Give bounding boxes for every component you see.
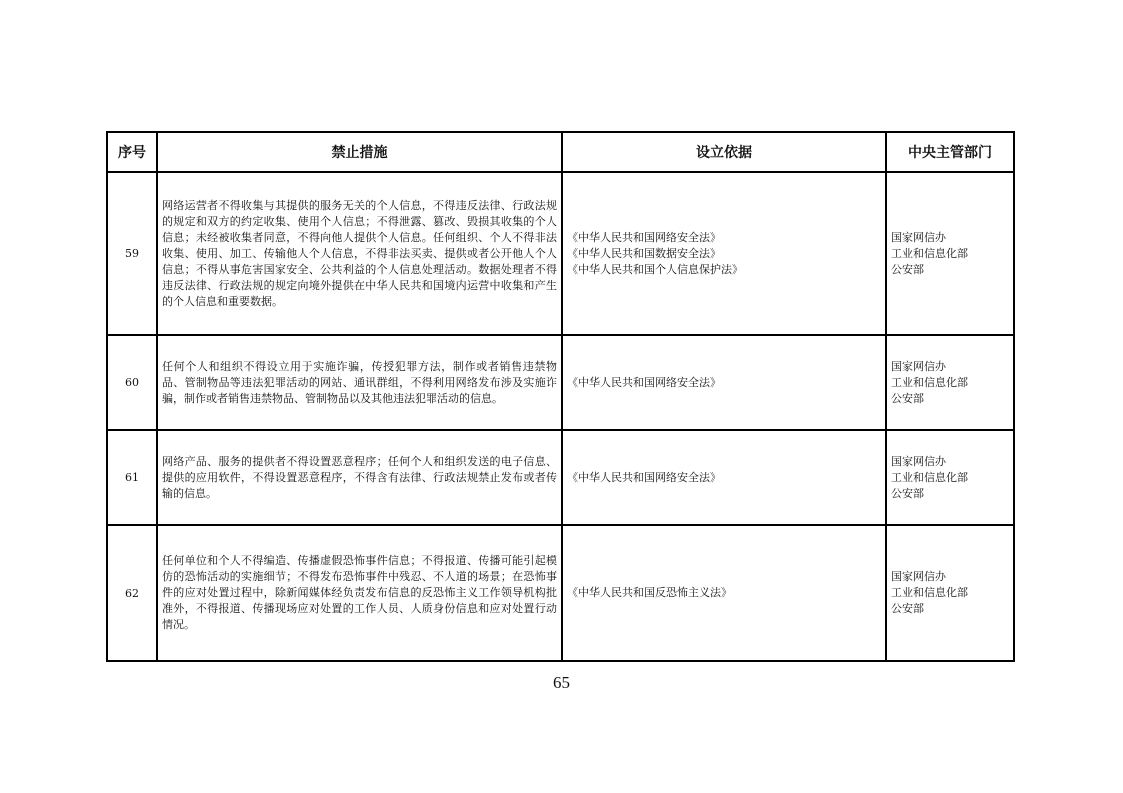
department-item: 国家网信办 xyxy=(891,359,946,373)
department-item: 国家网信办 xyxy=(891,570,946,583)
table-row xyxy=(107,335,1014,430)
row-legal-basis xyxy=(562,335,886,430)
legal-basis-item: 《中华人民共和国网络安全法》 xyxy=(567,470,721,484)
department-item: 公安部 xyxy=(891,486,924,500)
row-legal-basis xyxy=(562,525,886,661)
legal-basis-item: 《中华人民共和国网络安全法》 xyxy=(567,230,721,244)
row-central-department xyxy=(886,525,1014,661)
legal-basis-item: 《中华人民共和国网络安全法》 xyxy=(567,375,721,389)
department-item: 工业和信息化部 xyxy=(891,470,968,484)
row-legal-basis xyxy=(562,430,886,525)
row-serial-number: 61 xyxy=(107,430,157,525)
header-central-department: 中央主管部门 xyxy=(886,132,1014,172)
table-row xyxy=(107,430,1014,525)
row-serial-number: 62 xyxy=(107,525,157,661)
row-central-department xyxy=(886,430,1014,525)
row-legal-basis xyxy=(562,172,886,335)
row-serial-number: 60 xyxy=(107,335,157,430)
row-prohibited-measure: 任何单位和个人不得编造、传播虚假恐怖事件信息；不得报道、传播可能引起模仿的恐怖活动的实施细节；不得发布恐怖事件中残忍、不人道的场景；在恐怖事件的应对处置过程中，除新闻媒体经负责发布信息的反恐怖主义工作领导机构批准外，不得报道、传播现场应对处置的工作人员、人质身份信息和应对处置行动情况。 xyxy=(157,525,562,661)
department-item: 公安部 xyxy=(891,391,924,405)
prohibited-measures-table xyxy=(106,131,1015,662)
row-serial-number: 59 xyxy=(107,172,157,335)
legal-basis-item: 《中华人民共和国数据安全法》 xyxy=(567,246,721,260)
department-item: 国家网信办 xyxy=(891,454,946,468)
header-serial-number: 序号 xyxy=(107,132,157,172)
department-item: 国家网信办 xyxy=(891,230,946,244)
department-item: 公安部 xyxy=(891,602,924,615)
row-prohibited-measure: 任何个人和组织不得设立用于实施诈骗，传授犯罪方法，制作或者销售违禁物品、管制物品等违法犯罪活动的网站、通讯群组，不得利用网络发布涉及实施诈骗，制作或者销售违禁物品、管制物品以及其他违法犯罪活动的信息。 xyxy=(157,335,562,430)
table-row xyxy=(107,525,1014,661)
legal-basis-item: 《中华人民共和国反恐怖主义法》 xyxy=(567,586,732,599)
page-number: 65 xyxy=(553,673,570,692)
department-item: 工业和信息化部 xyxy=(891,375,968,389)
row-prohibited-measure: 网络产品、服务的提供者不得设置恶意程序；任何个人和组织发送的电子信息、提供的应用软件，不得设置恶意程序，不得含有法律、行政法规禁止发布或者传输的信息。 xyxy=(157,430,562,525)
legal-basis-item: 《中华人民共和国个人信息保护法》 xyxy=(567,262,743,276)
row-central-department xyxy=(886,335,1014,430)
row-prohibited-measure: 网络运营者不得收集与其提供的服务无关的个人信息，不得违反法律、行政法规的规定和双方的约定收集、使用个人信息；不得泄露、篡改、毁损其收集的个人信息；未经被收集者同意，不得向他人提供个人信息。任何组织、个人不得非法收集、使用、加工、传输他人个人信息，不得非法买卖、提供或者公开他人个人信息；不得从事危害国家安全、公共利益的个人信息处理活动。数据处理者不得违反法律、行政法规的规定向境外提供在中华人民共和国境内运营中收集和产生的个人信息和重要数据。 xyxy=(157,172,562,335)
department-item: 工业和信息化部 xyxy=(891,586,968,599)
header-legal-basis: 设立依据 xyxy=(562,132,886,172)
header-prohibited-measures: 禁止措施 xyxy=(157,132,562,172)
department-item: 工业和信息化部 xyxy=(891,246,968,260)
table-row xyxy=(107,172,1014,335)
table-header-row xyxy=(107,132,1014,172)
department-item: 公安部 xyxy=(891,262,924,276)
row-central-department xyxy=(886,172,1014,335)
